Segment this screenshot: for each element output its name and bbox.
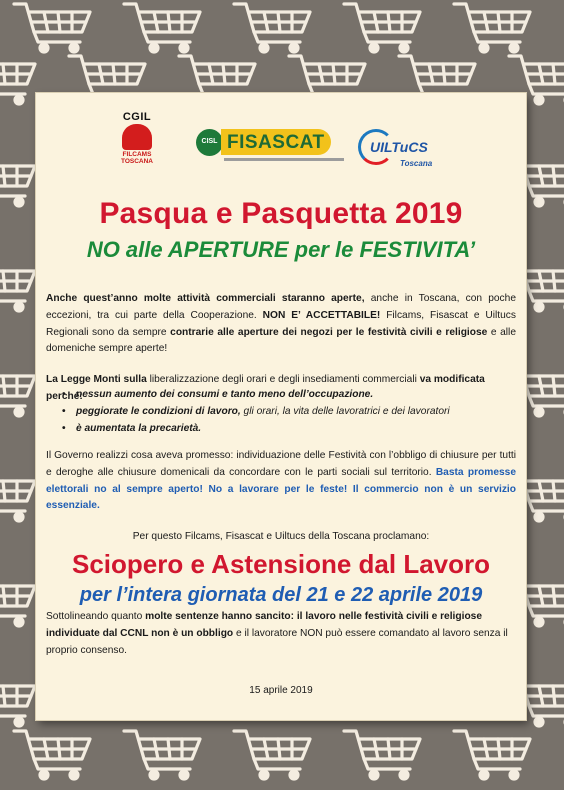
paragraph-intro: Anche quest’anno molte attività commerciali staranno aperte, anche in Toscana, con poche eccezioni, tra cui parte della Cooperazione. NON E’ ACCETTABILE! Filcams, Fisascat e Uiltucs Regionali sono da sempre contrarie alle aperture dei negozi per le festività civili e religiose e alle domeniche sempre aperte!	[46, 293, 516, 355]
cisl-fisascat-logo: CISL FISASCAT	[196, 127, 346, 167]
proclaim-line: Per questo Filcams, Fisascat e Uiltucs della Toscana proclamano:	[132, 531, 430, 542]
cgil-filcams-logo: CGIL FILCAMS TOSCANA	[120, 111, 154, 165]
cgil-emblem-icon	[122, 124, 152, 150]
flyer	[36, 93, 526, 720]
paragraph-legge-monti: La Legge Monti sulla liberalizzazione degli orari e degli insediamenti commerciali va modificata perché:	[46, 374, 485, 402]
union-logos	[36, 101, 526, 176]
paragraph-sentenze: Sottolineando quanto molte sentenze hanno sancito: il lavoro nelle festività civili e religiose individuate dal CCNL non è un obbligo e il lavoratore NON può essere comandato al lavoro senza il proprio consenso.	[46, 611, 508, 656]
bullet-item: • peggiorate le condizioni di lavoro, gli orari, la vita delle lavoratrici e dei lavoratori	[76, 404, 450, 421]
subtitle: NO alle APERTURE per le FESTIVITA’	[86, 237, 476, 262]
uiltucs-logo: UILTuCS Toscana	[358, 127, 454, 175]
bullet-item: • è aumentata la precarietà.	[76, 421, 201, 438]
main-title: Pasqua e Pasquetta 2019	[99, 197, 463, 230]
cisl-disc-icon: CISL	[196, 129, 223, 156]
strike-dates: per l’intera giornata del 21 e 22 aprile 2019	[79, 584, 483, 606]
strike-title: Sciopero e Astensione dal Lavoro	[71, 549, 491, 579]
issue-date: 15 aprile 2019	[249, 685, 313, 696]
bullet-item: • nessun aumento dei consumi e tanto meno dell’occupazione.	[76, 387, 373, 404]
paragraph-governo: Il Governo realizzi cosa aveva promesso: individuazione delle Festività con l’obbligo di chiusure per tutti e deroghe alle chiusure domenicali da concordare con le parti sociali sul territorio. Basta promesse elettorali no al sempre aperto! No a lavorare per le feste! Il commercio non è un servizio essenziale.	[46, 450, 516, 512]
